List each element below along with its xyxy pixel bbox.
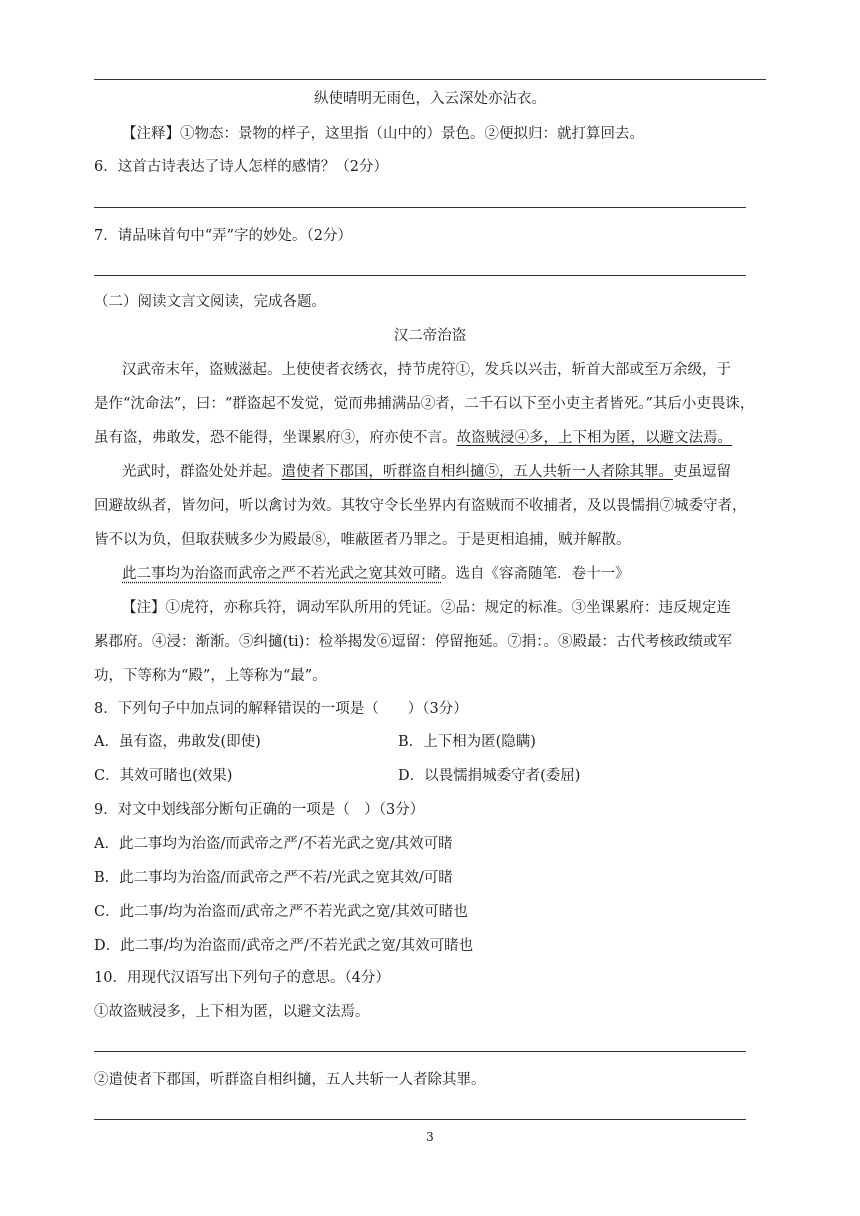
poem-last-line: 纵使晴明无雨色，入云深处亦沾衣。 (314, 91, 546, 107)
q10-sentence-1: ①故盗贼浸多，上下相为匿，以避文法焉。 (94, 1004, 370, 1020)
passage-p2-line1 (122, 462, 731, 482)
passage-p2-line2: 回避故纵者，皆勿问，听以禽讨为效。其牧守令长坐界内有盗贼而不收捕者，及以畏懦捐⑦城委守者， (94, 498, 747, 514)
answer-line-10-1[interactable] (94, 1051, 746, 1052)
passage-p2-line3: 皆不以为负，但取获贼多少为殿最⑧，唯蔽匿者乃罪之。于是更相追捕，贼并解散。 (94, 532, 631, 548)
answer-line-10-2[interactable] (94, 1119, 746, 1120)
passage-p1-line2: 是作“沈命法”，曰：“群盗起不发觉，觉而弗捕满品②者，二千石以下至小吏主者皆死。”其后小吏畏诛， (94, 396, 755, 412)
q9-option-c[interactable]: C．此二事/均为治盗而/武帝之严不若光武之宽/其效可睹也 (94, 904, 468, 920)
answer-line-7[interactable] (94, 275, 746, 276)
q9-option-b[interactable]: B．此二事均为治盗/而武帝之严不若/光武之宽其效/可睹 (94, 870, 453, 886)
passage-p2-line1-tail: 吏虽逗留 (673, 464, 731, 480)
passage-title: 汉二帝治盗 (393, 328, 467, 344)
passage-p3 (122, 564, 630, 584)
answer-line-6[interactable] (94, 207, 746, 208)
underlined-sentence-2: 遣使者下郡国，听群盗自相纠擿⑤，五人共斩一人者除其罪。 (281, 464, 673, 480)
question-9: 9．对文中划线部分断句正确的一项是（ ）（3分） (94, 802, 425, 818)
q9-option-a[interactable]: A．此二事均为治盗/而武帝之严/不若光武之宽/其效可睹 (94, 836, 453, 852)
passage-p1-line3-text: 虽有盗，弗敢发，恐不能得，坐课累府③，府亦使不言。 (94, 430, 457, 446)
q9-option-d[interactable]: D．此二事/均为治盗而/武帝之严/不若光武之宽/其效可睹也 (94, 938, 474, 954)
poem-note: 【注释】①物态：景物的样子，这里指（山中的）景色。②便拟归：就打算回去。 (122, 126, 644, 142)
question-6: 6．这首古诗表达了诗人怎样的感情？（2分） (94, 159, 388, 175)
question-10: 10．用现代汉语写出下列句子的意思。（4分） (94, 970, 390, 986)
section-heading: （二）阅读文言文阅读，完成各题。 (94, 294, 326, 310)
q8-option-b[interactable]: B．上下相为匿(隐瞒) (398, 734, 536, 750)
segmentation-sentence: 此二事均为治盗而武帝之严不若光武之宽其效可睹 (122, 566, 441, 582)
passage-p2-line1-text: 光武时，群盗处处并起。 (122, 464, 282, 480)
top-rule (94, 79, 766, 80)
page-number: 3 (426, 1130, 434, 1144)
passage-p1-line3 (94, 428, 732, 448)
notes-line2: 累郡府。④浸：渐渐。⑤纠擿(ti)：检举揭发⑥逗留：停留拖延。⑦捐：。⑧殿最：古代考核政绩或军 (94, 634, 733, 650)
question-8: 8．下列句子中加点词的解释错误的一项是（ ）（3分） (94, 701, 468, 717)
q10-sentence-2: ②遣使者下郡国，听群盗自相纠擿，五人共斩一人者除其罪。 (94, 1072, 486, 1088)
q8-option-a[interactable]: A．虽有盗，弗敢发(即使) (94, 734, 261, 750)
passage-p1-line1: 汉武帝末年，盗贼滋起。上使使者衣绣衣，持节虎符①，发兵以兴击，斩首大部或至万余级，于 (122, 362, 731, 378)
notes-line3: 功，下等称为“殿”，上等称为“最”。 (94, 668, 327, 684)
question-7: 7．请品味首句中“弄”字的妙处。（2分） (94, 228, 353, 244)
notes-line1: 【注】①虎符，亦称兵符，调动军队所用的凭证。②品：规定的标准。③坐课累府：违反规定连 (122, 600, 731, 616)
q8-option-d[interactable]: D．以畏懦捐城委守者(委屈) (398, 768, 581, 784)
underlined-sentence-1: 故盗贼浸④多，上下相为匿，以避文法焉。 (456, 430, 732, 446)
passage-source: 。选自《容斋随笔．卷十一》 (441, 566, 630, 582)
q8-option-c[interactable]: C．其效可睹也(效果) (94, 768, 233, 784)
